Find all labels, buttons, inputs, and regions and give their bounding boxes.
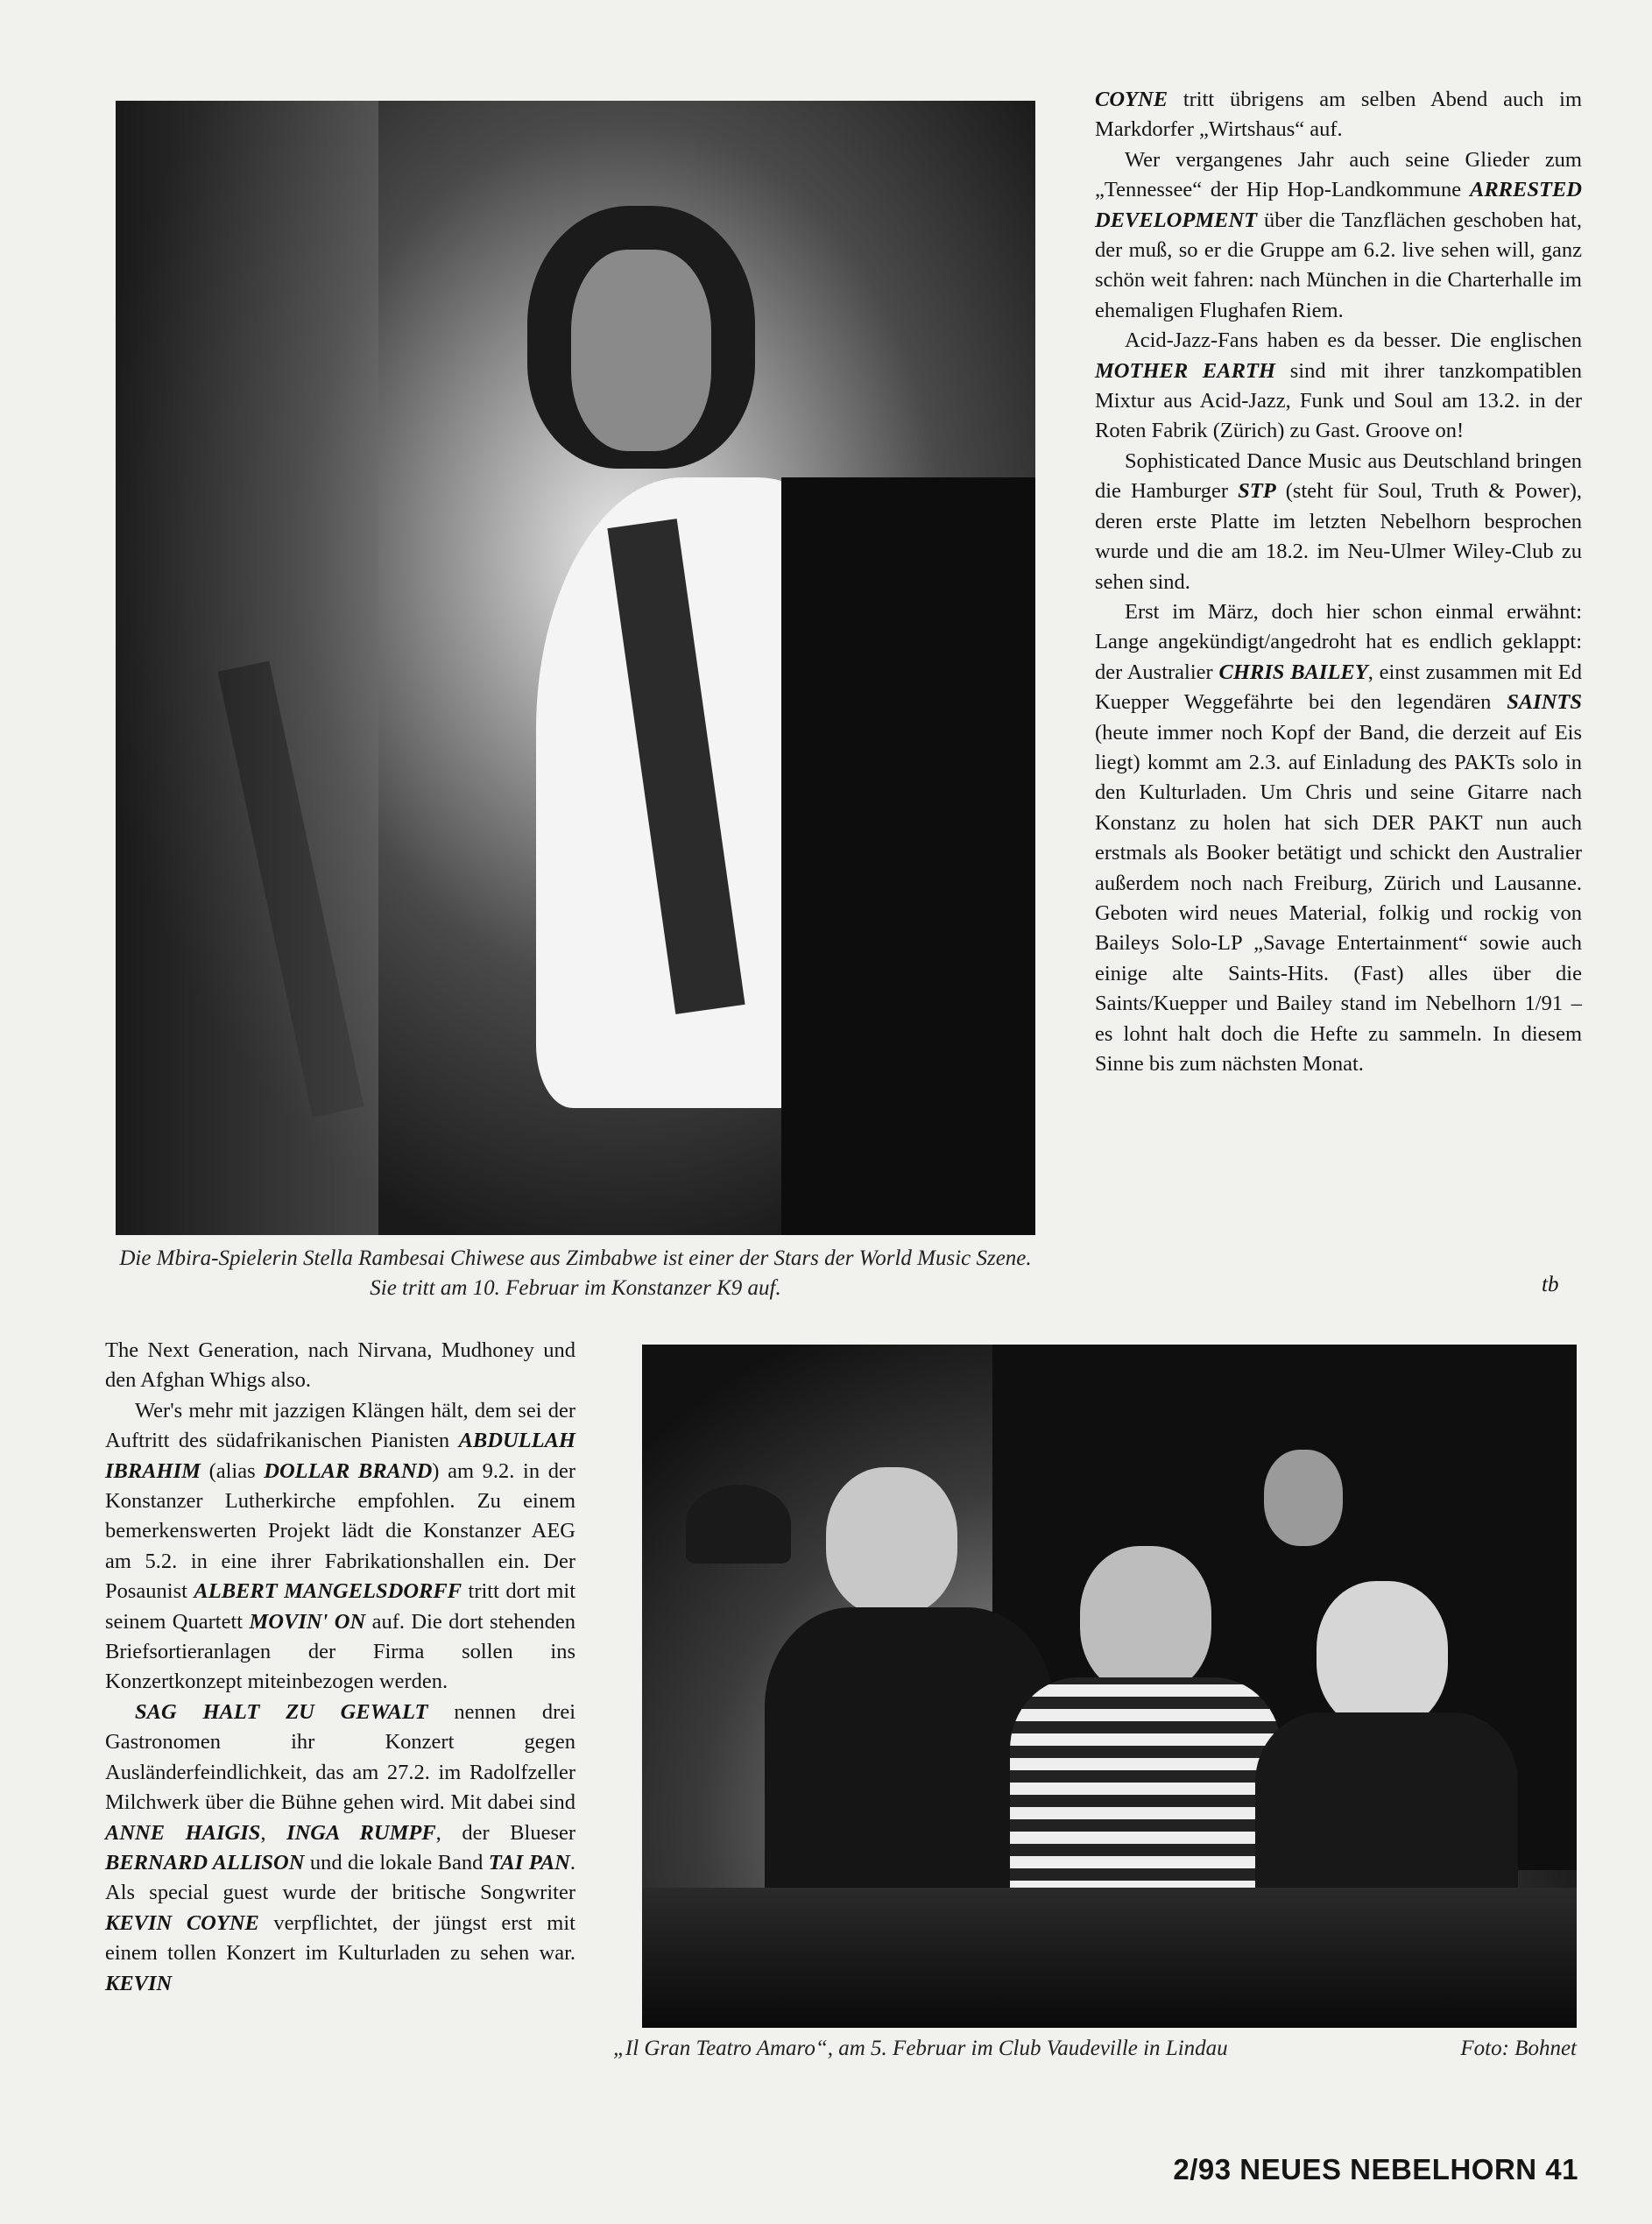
text: und die lokale Band bbox=[304, 1850, 489, 1875]
artist-name: INGA RUMPF bbox=[286, 1820, 436, 1845]
paragraph: The Next Generation, nach Nirvana, Mudhoney und den Afghan Whigs also. bbox=[105, 1338, 575, 1393]
text: ) am 9.2. in der Konstanzer Lutherkirche empfohlen. Zu einem bemerkenswerten Projekt lädt die Konstanzer AEG am 5.2. in eine ihrer Fabrikationshallen ein. Der Posaunist bbox=[105, 1458, 575, 1604]
text: über die Tanzflächen geschoben hat, der muß, so er die Gruppe am 6.2. live sehen will, ganz schön weit fahren: nach München in die Charterhalle im ehemaligen Flughafen Riem. bbox=[1095, 208, 1582, 322]
paragraph bbox=[1095, 597, 1582, 1080]
artist-name: ANNE HAIGIS bbox=[105, 1820, 261, 1845]
artist-name: KEVIN bbox=[105, 1971, 173, 1995]
paragraph bbox=[1095, 85, 1582, 145]
text: (alias bbox=[200, 1458, 265, 1483]
artist-name: ABDULLAH IBRAHIM bbox=[105, 1429, 575, 1483]
text: Acid-Jazz-Fans haben es da besser. Die englischen bbox=[1125, 328, 1582, 353]
text: Wer's mehr mit jazzigen Klängen hält, dem sei der Auftritt des südafrikanischen Pianisten bbox=[105, 1398, 575, 1453]
text: Erst im März, doch hier schon einmal erwähnt: Lange angekündigt/angedroht hat es endlich geklappt: der Australier bbox=[1095, 599, 1582, 684]
text: , bbox=[260, 1820, 287, 1845]
paragraph bbox=[1095, 145, 1582, 326]
artist-name: SAINTS bbox=[1507, 690, 1582, 715]
artist-name: MOTHER EARTH bbox=[1095, 358, 1275, 383]
photo2-caption: „Il Gran Teatro Amaro“, am 5. Februar im Club Vaudeville in Lindau bbox=[613, 2037, 1228, 2060]
artist-name: CHRIS BAILEY bbox=[1218, 660, 1368, 684]
paragraph bbox=[105, 1396, 575, 1698]
left-column-text bbox=[105, 1336, 575, 1999]
paragraph bbox=[1095, 447, 1582, 597]
text: Sophisticated Dance Music aus Deutschland bringen die Hamburger bbox=[1095, 448, 1582, 504]
paragraph bbox=[105, 1698, 575, 1999]
text: nennen drei Gastronomen ihr Konzert gegen Ausländerfeindlichkeit, das am 27.2. im Radolfzeller Milchwerk über die Bühne gehen wird. Mit dabei sind bbox=[105, 1699, 575, 1815]
text: sind mit ihrer tanzkompatiblen Mixtur aus Acid-Jazz, Funk und Soul am 13.2. in der Roten Fabrik (Zürich) zu Gast. Groove on! bbox=[1095, 358, 1583, 443]
author-signoff: tb bbox=[1542, 1273, 1559, 1296]
text: (heute immer noch Kopf der Band, die derzeit auf Eis liegt) kommt am 2.3. auf Einladung des PAKTs solo in den Kulturladen. Um Chris und seine Gitarre nach Konstanz zu holen hat sich DER PAKT nun auch erstmals als Booker betätigt und schickt den Australier außerdem noch nach Freiburg, Zürich und Lausanne. Geboten wird neues Material, folkig und rockig von Baileys Solo-LP „Savage Entertainment“ sowie auch einige alte Saints-Hits. (Fast) alles über die Saints/Kuepper und Bailey stand im Nebelhorn 1/91 – es lohnt halt doch die Hefte zu sammeln. In diesem Sinne bis zum nächsten Monat. bbox=[1095, 720, 1582, 1076]
photo1-caption: Die Mbira-Spielerin Stella Rambesai Chiwese aus Zimbabwe ist einer der Stars der World Music Szene. Sie tritt am 10. Februar im Konstanzer K9 auf. bbox=[119, 1246, 1032, 1300]
artist-name: BERNARD ALLISON bbox=[105, 1850, 305, 1875]
text: (steht für Soul, Truth & Power), deren erste Platte im letzten Nebelhorn besprochen wurde und die am 18.2. im Neu-Ulmer Wiley-Club zu sehen sind. bbox=[1095, 479, 1582, 594]
text: . Als special guest wurde der britische Songwriter bbox=[105, 1850, 575, 1905]
right-column-text bbox=[1095, 85, 1582, 1079]
text: tritt dort mit seinem Quartett bbox=[105, 1579, 576, 1634]
photo2-credit: Foto: Bohnet bbox=[1460, 2037, 1577, 2060]
artist-name: COYNE bbox=[1095, 88, 1168, 111]
text: tritt übrigens am selben Abend auch im Markdorfer „Wirtshaus“ auf. bbox=[1095, 88, 1582, 142]
artist-name: MOVIN' ON bbox=[249, 1609, 366, 1634]
text: verpflichtet, der jüngst erst mit einem tollen Konzert im Kulturladen zu sehen war. bbox=[105, 1910, 575, 1966]
artist-name: ARRESTED DEVELOPMENT bbox=[1095, 178, 1582, 232]
text: , einst zusammen mit Ed Kuepper Weggefährte bei den legendären bbox=[1095, 660, 1582, 715]
artist-name: STP bbox=[1238, 479, 1276, 504]
artist-name: TAI PAN bbox=[488, 1850, 570, 1875]
artist-name: ALBERT MANGELSDORFF bbox=[194, 1579, 462, 1604]
text: , der Blueser bbox=[435, 1820, 576, 1845]
artist-name: KEVIN COYNE bbox=[105, 1910, 259, 1935]
paragraph bbox=[1095, 326, 1582, 447]
artist-name: DOLLAR BRAND bbox=[264, 1458, 433, 1483]
artist-name: SAG HALT ZU GEWALT bbox=[135, 1699, 428, 1724]
photo-mbira-player bbox=[116, 101, 1035, 1235]
text: Wer vergangenes Jahr auch seine Glieder zum „Tennessee“ der Hip Hop-Landkommune bbox=[1095, 147, 1582, 202]
text: auf. Die dort stehenden Briefsortieranlagen der Firma sollen ins Konzertkonzept miteinbezogen werden. bbox=[105, 1609, 576, 1694]
photo-band-il-gran-teatro-amaro bbox=[642, 1345, 1577, 2028]
page-footer: 2/93 NEUES NEBELHORN 41 bbox=[1173, 2153, 1578, 2185]
